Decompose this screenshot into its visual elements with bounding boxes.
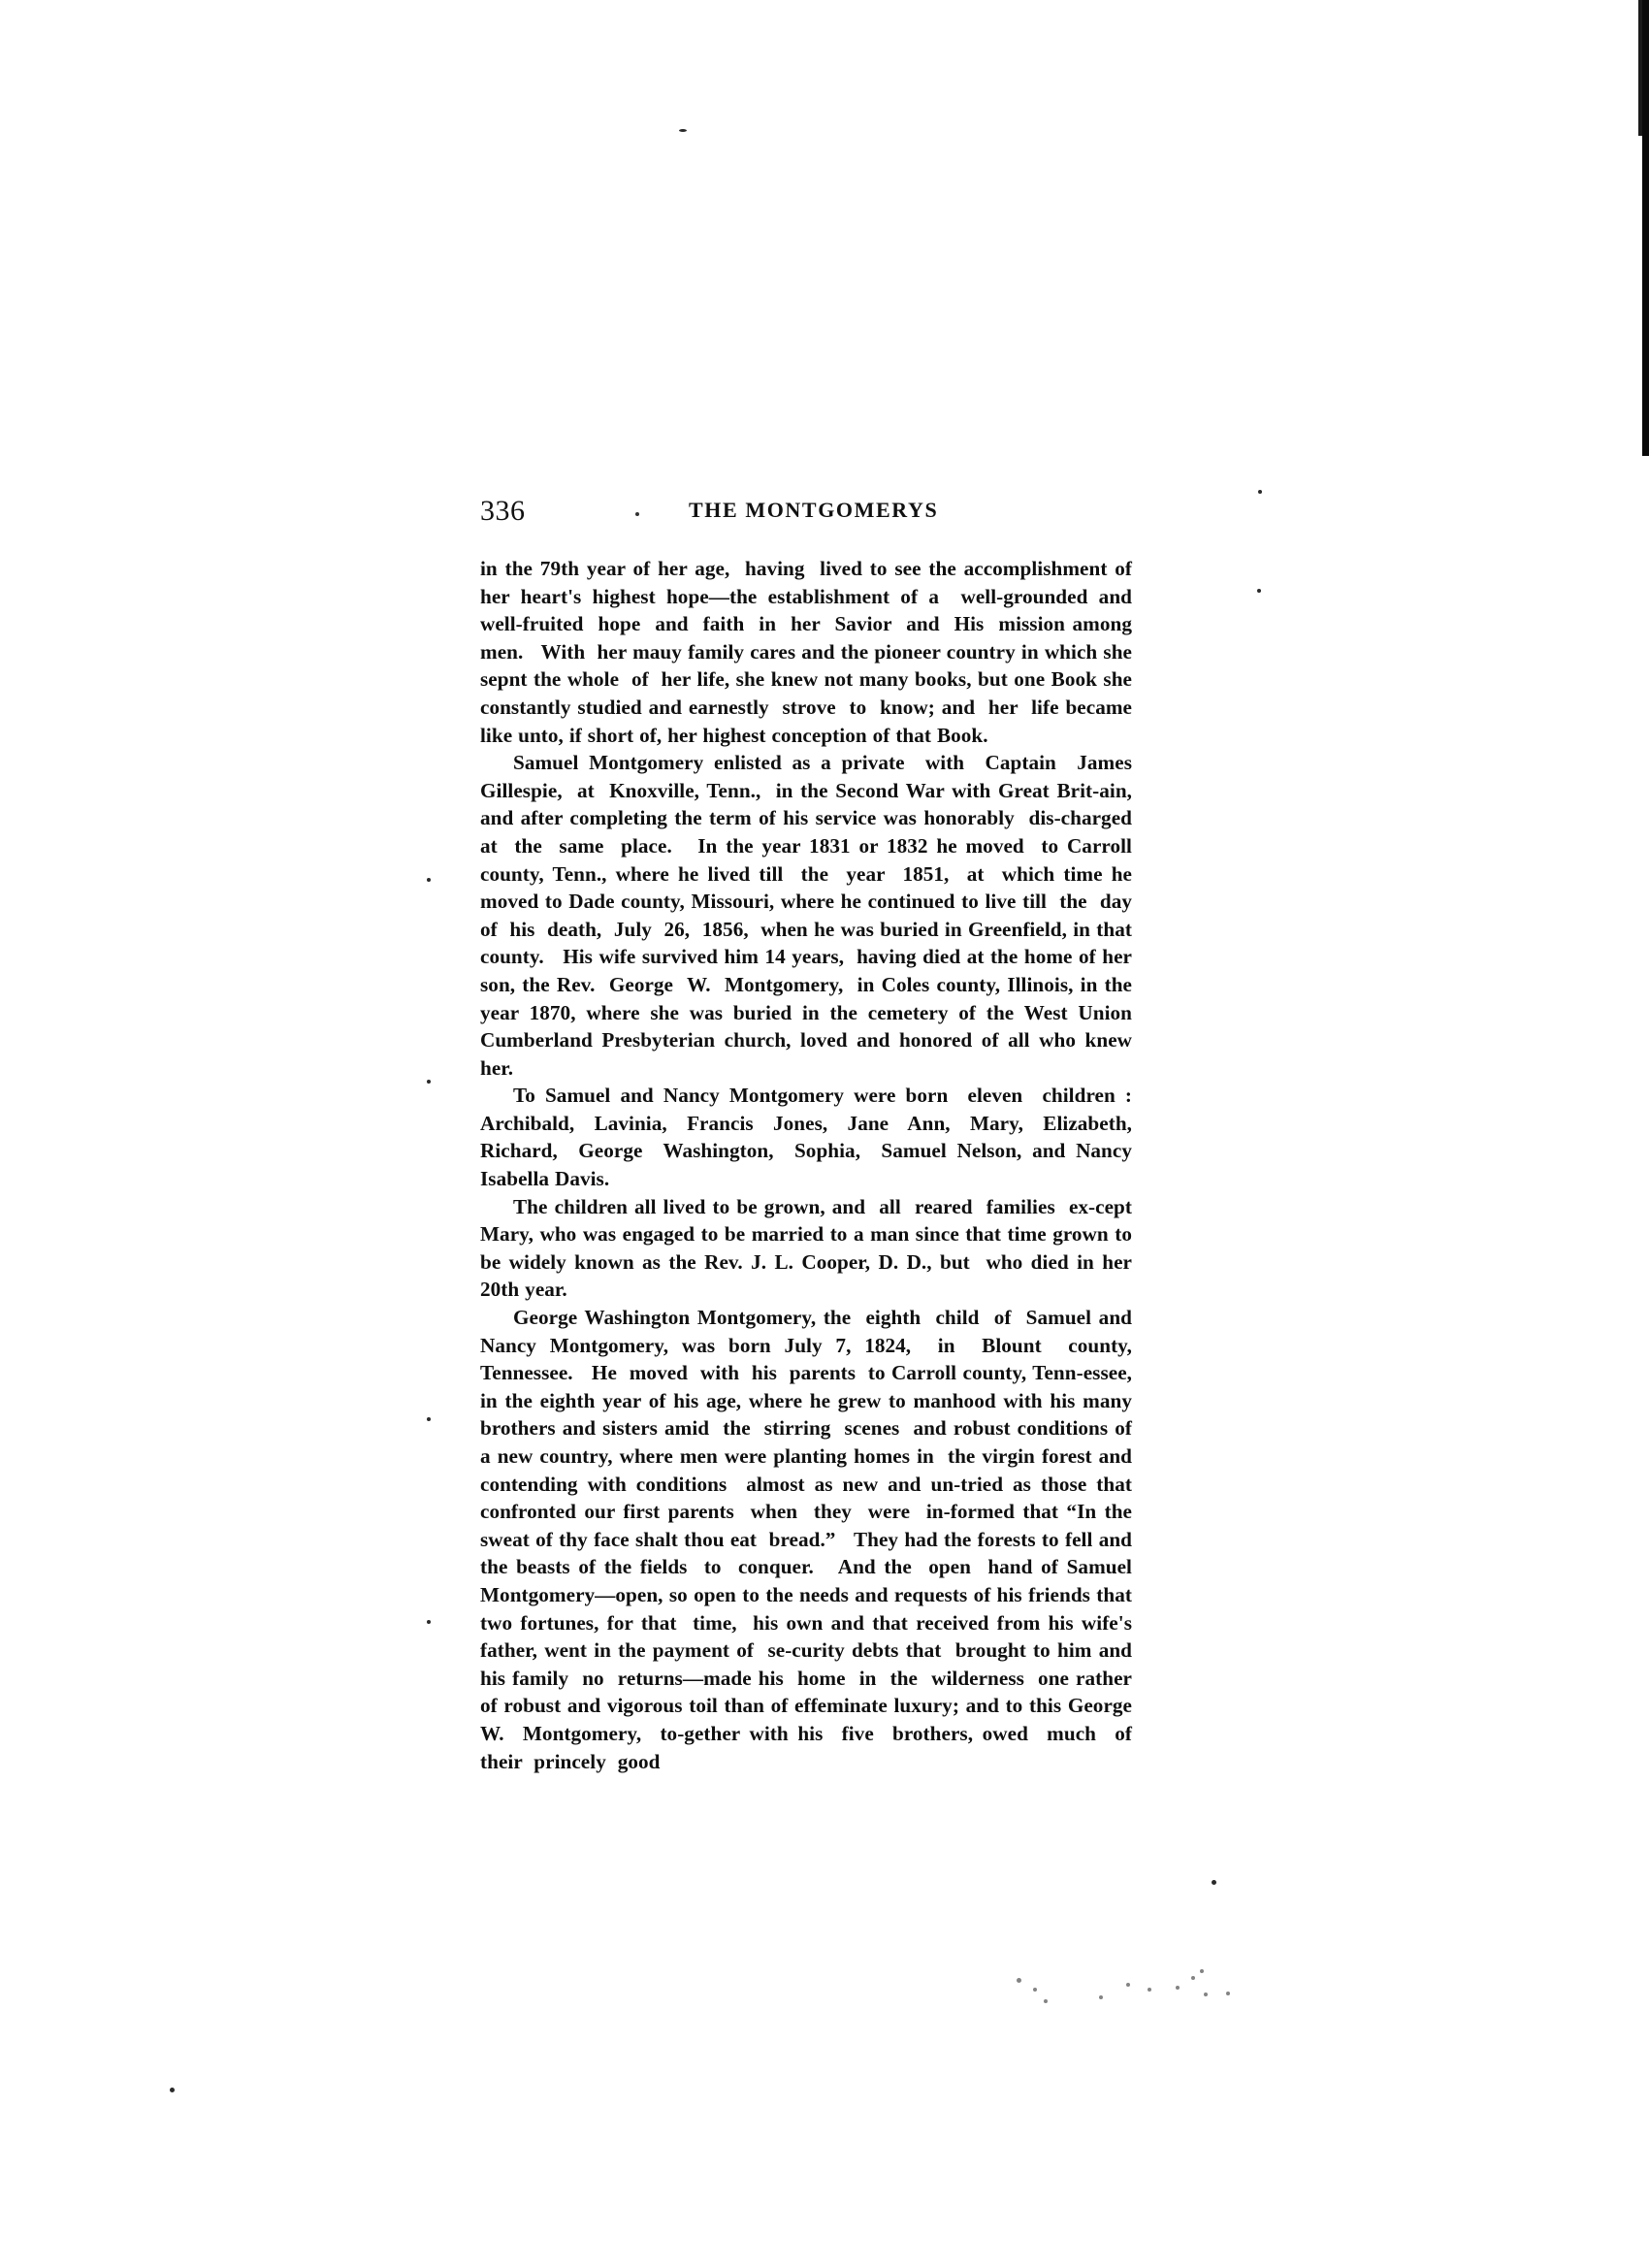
page-number: 336 bbox=[480, 495, 526, 527]
scan-smudge bbox=[1033, 1988, 1037, 1992]
paragraph: Samuel Montgomery enlisted as a private with Captain James Gillespie, at Knoxville, Tenn., in the Second War with Great Brit-ain, and after completing the term of his service was honorably dis-charged at the same place. In the year 1831 or 1832 he moved to Carroll county, Tenn., where he lived till the year 1851, at which time he moved to Dade county, Missouri, where he continued to live till the day of his death, July 26, 1856, when he was buried in Greenfield, in that county. His wife survived him 14 years, having died at the home of her son, the Rev. George W. Montgomery, in Coles county, Illinois, in the year 1870, where she was buried in the cemetery of the West Union Cumberland Presbyterian church, loved and honored of all who knew her. bbox=[480, 751, 1144, 1080]
scan-speck bbox=[427, 1080, 431, 1084]
scan-smudge bbox=[1148, 1988, 1151, 1992]
running-title: THE MONTGOMERYS bbox=[689, 498, 939, 522]
scan-edge-artifact-secondary bbox=[1638, 0, 1642, 136]
scan-speck bbox=[1257, 589, 1261, 593]
scan-smudge bbox=[1204, 1993, 1208, 1996]
scan-smudge bbox=[1017, 1978, 1021, 1983]
scan-speck bbox=[427, 1417, 431, 1421]
scan-edge-artifact bbox=[1642, 0, 1649, 456]
scan-smudge bbox=[1099, 1995, 1103, 1999]
body-text-block bbox=[480, 555, 1144, 1775]
paragraph: George Washington Montgomery, the eighth child of Samuel and Nancy Montgomery, was born July 7, 1824, in Blount county, Tennessee. He moved with his parents to Carroll county, Tenn-essee, in the eighth year of his age, where he grew to manhood with his many brothers and sisters amid the stirring scenes and robust conditions of a new country, where men were planting homes in the virgin forest and contending with conditions almost as new and un-tried as those that confronted our first parents when they were in-formed that “In the sweat of thy face shalt thou eat bread.” They had the forests to fell and the beasts of the fields to conquer. And the open hand of Samuel Montgomery—open, so open to the needs and requests of his friends that two fortunes, for that time, his own and that received from his wife's father, went in the payment of se-curity debts that brought to him and his family no returns—made his home in the wilderness one rather of robust and vigorous toil than of effeminate luxury; and to this George W. Montgomery, to-gether with his five brothers, owed much of their princely good bbox=[480, 1306, 1144, 1773]
scan-smudge bbox=[1191, 1976, 1195, 1980]
scan-smudge bbox=[1044, 1999, 1048, 2003]
scan-smudge bbox=[1126, 1983, 1130, 1987]
scan-smudge bbox=[1176, 1986, 1180, 1990]
scan-smudge bbox=[1200, 1969, 1204, 1973]
paragraph: in the 79th year of her age, having lived to see the accomplishment of her heart's highest hope—the establishment of a well-grounded and well-fruited hope and faith in her Savior and His mission among men. With her mauy family cares and the pioneer country in which she sepnt the whole of her life, she knew not many books, but one Book she constantly studied and earnestly strove to know; and her life became like unto, if short of, her highest conception of that Book. bbox=[480, 557, 1144, 747]
scan-speck bbox=[427, 1620, 431, 1624]
scan-speck bbox=[1258, 490, 1262, 494]
running-head bbox=[480, 493, 1120, 532]
paragraph: The children all lived to be grown, and all reared families ex-cept Mary, who was engaged to be married to a man since that time grown to be widely known as the Rev. J. L. Cooper, D. D., but who died in her 20th year. bbox=[480, 1194, 1138, 1302]
paragraph: To Samuel and Nancy Montgomery were born eleven children : Archibald, Lavinia, Francis Jones, Jane Ann, Mary, Elizabeth, Richard, George Washington, Sophia, Samuel Nelson, and Nancy Isabella Davis. bbox=[480, 1084, 1138, 1191]
scan-speck bbox=[427, 878, 431, 882]
scan-speck bbox=[170, 2088, 175, 2092]
scan-smudge bbox=[1226, 1992, 1230, 1995]
head-ornament-dot bbox=[635, 512, 639, 516]
scan-speck bbox=[679, 129, 687, 132]
scan-speck bbox=[1212, 1880, 1216, 1885]
